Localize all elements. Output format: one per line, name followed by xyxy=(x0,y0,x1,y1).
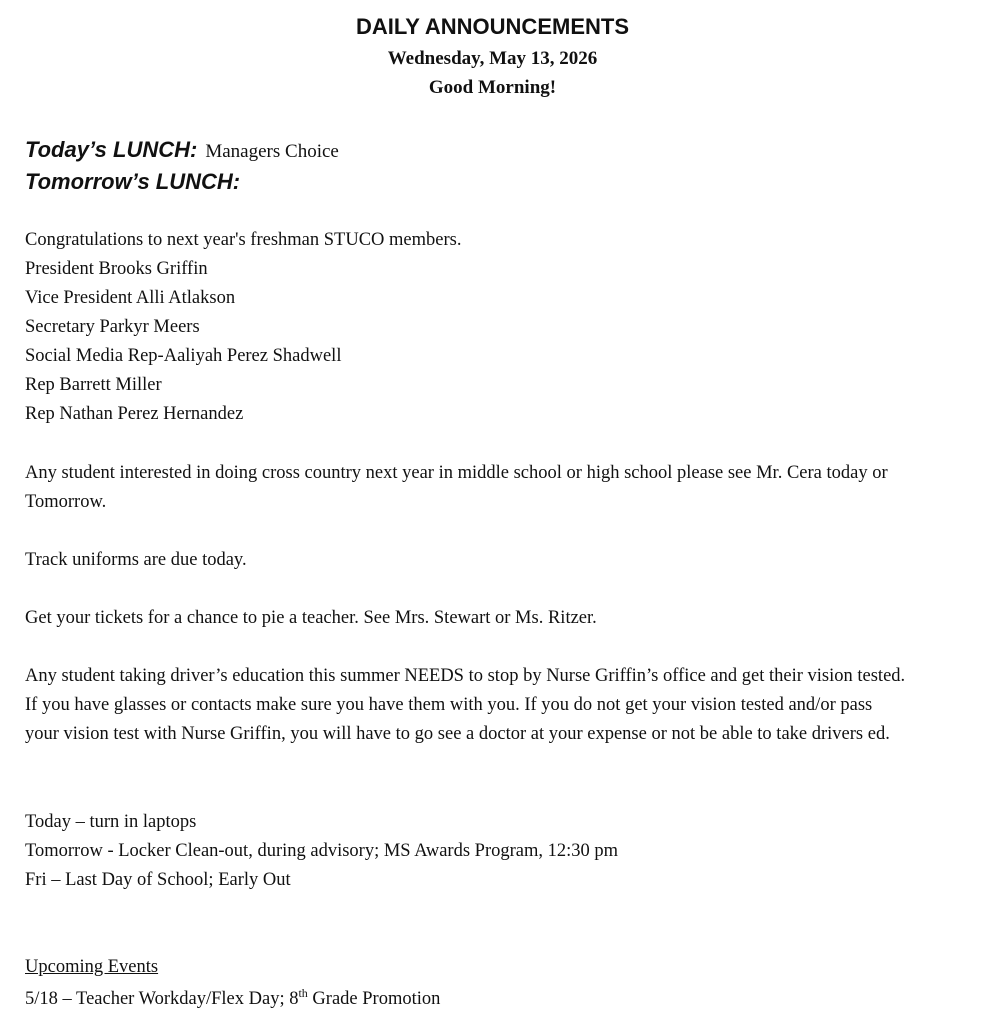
stuco-member: Rep Barrett Miller xyxy=(25,375,162,395)
drivers-ed-line: Any student taking driver’s education this summer NEEDS to stop by Nurse Griffin’s office and get their vision tested. xyxy=(25,666,906,686)
pie-announcement xyxy=(25,604,955,633)
greeting: Good Morning! xyxy=(428,77,557,98)
schedule-item: Fri – Last Day of School; Early Out xyxy=(25,870,291,890)
ordinal-suffix: th xyxy=(298,985,308,1000)
stuco-announcement xyxy=(25,226,955,429)
stuco-member: President Brooks Griffin xyxy=(25,259,208,279)
lunch-block xyxy=(25,134,339,198)
upcoming-events-heading: Upcoming Events xyxy=(25,957,159,977)
tomorrow-lunch-line xyxy=(25,166,339,198)
stuco-intro: Congratulations to next year's freshman STUCO members. xyxy=(25,230,462,250)
pie-line: Get your tickets for a chance to pie a teacher. See Mrs. Stewart or Ms. Ritzer. xyxy=(25,608,597,628)
today-lunch-label: Today’s LUNCH: xyxy=(25,137,198,162)
cross-country-announcement xyxy=(25,459,955,517)
tomorrow-lunch-label: Tomorrow’s LUNCH: xyxy=(25,169,241,194)
today-lunch-line xyxy=(25,134,339,166)
stuco-member: Secretary Parkyr Meers xyxy=(25,317,200,337)
date-heading: Wednesday, May 13, 2026 xyxy=(387,48,598,69)
drivers-ed-line: If you have glasses or contacts make sure you have them with you. If you do not get your vision tested and/or pass xyxy=(25,695,873,715)
cross-country-line: Tomorrow. xyxy=(25,492,107,512)
page-title: DAILY ANNOUNCEMENTS xyxy=(356,14,629,39)
event-text-end: Grade Promotion xyxy=(307,989,441,1009)
stuco-member: Vice President Alli Atlakson xyxy=(25,288,236,308)
drivers-ed-announcement xyxy=(25,662,955,749)
track-line: Track uniforms are due today. xyxy=(25,550,247,570)
drivers-ed-line: your vision test with Nurse Griffin, you will have to go see a doctor at your expense or not be able to take drivers ed. xyxy=(25,724,890,744)
cross-country-line: Any student interested in doing cross country next year in middle school or high school please see Mr. Cera today or xyxy=(25,463,888,483)
track-announcement xyxy=(25,546,955,575)
upcoming-event-item xyxy=(25,985,955,1014)
schedule-item: Today – turn in laptops xyxy=(25,812,197,832)
schedule-item: Tomorrow - Locker Clean-out, during advisory; MS Awards Program, 12:30 pm xyxy=(25,841,619,861)
today-lunch-value: Managers Choice xyxy=(205,141,339,162)
upcoming-events xyxy=(25,953,955,1014)
schedule-list xyxy=(25,808,955,895)
event-text: 5/18 – Teacher Workday/Flex Day; 8 xyxy=(25,989,299,1009)
stuco-member: Social Media Rep-Aaliyah Perez Shadwell xyxy=(25,346,342,366)
stuco-member: Rep Nathan Perez Hernandez xyxy=(25,404,244,424)
